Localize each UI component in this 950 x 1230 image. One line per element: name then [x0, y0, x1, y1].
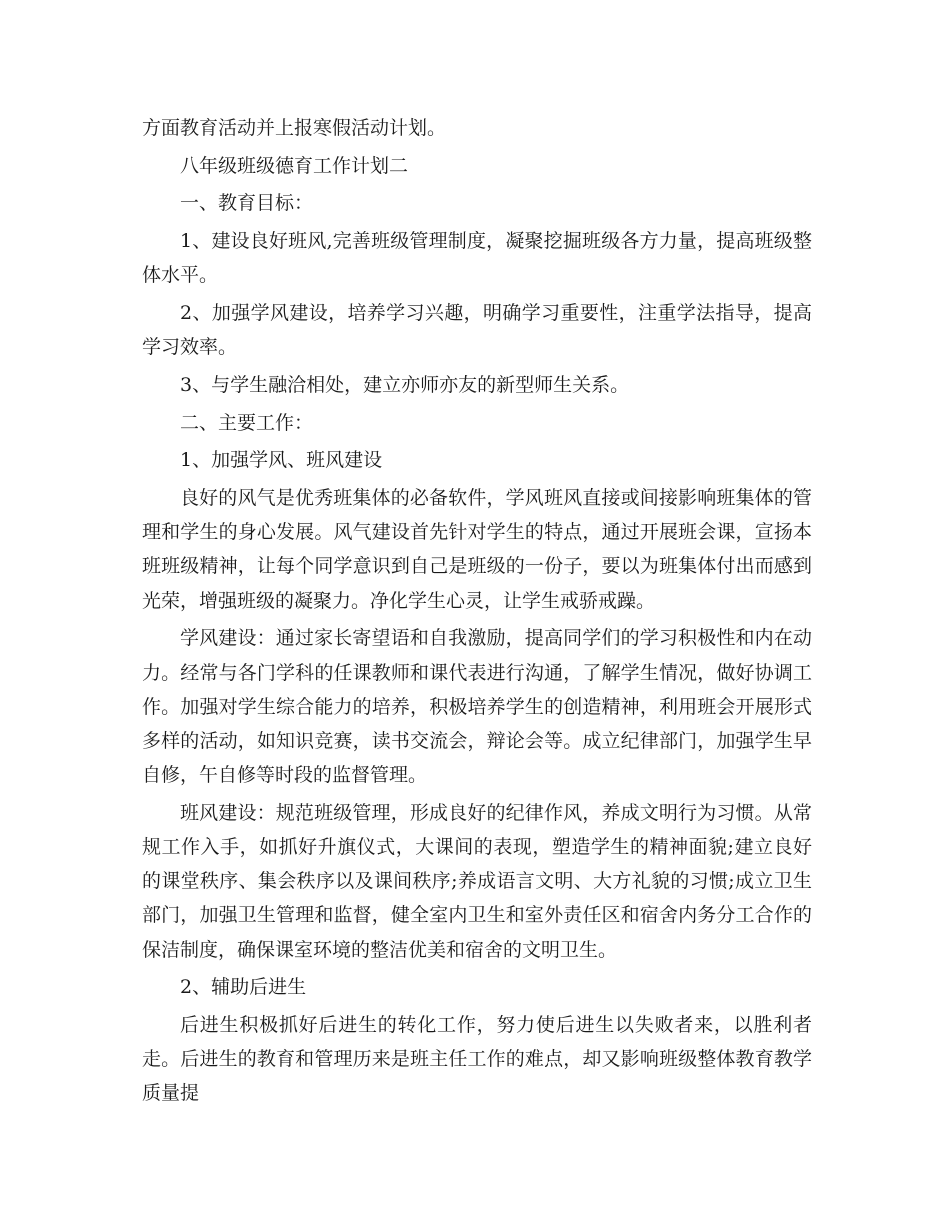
- document-title: 八年级班级德育工作计划二: [180, 154, 409, 177]
- document-body: [142, 111, 812, 1114]
- paragraph-continuation: 方面教育活动并上报寒假活动计划。: [142, 117, 447, 139]
- goal-item-2: 2、加强学风建设，培养学习兴趣，明确学习重要性，注重学法指导，提高学习效率。: [142, 302, 812, 359]
- subheading-style-building: 1、加强学风、班风建设: [180, 449, 383, 472]
- paragraph-atmosphere: 良好的风气是优秀班集体的必备软件，学风班风直接或间接影响班集体的管理和学生的身心发展。风气建设首先针对学生的特点，通过开展班会课，宣扬本班班级精神，让每个同学意识到自己是班级的一份子，要以为班集体付出而感到光荣，增强班级的凝聚力。净化学生心灵，让学生戒骄戒躁。: [142, 487, 812, 612]
- paragraph-struggling-students: 后进生积极抓好后进生的转化工作，努力使后进生以失败者来，以胜利者走。后进生的教育和管理历来是班主任工作的难点，却又影响班级整体教育教学质量提: [142, 1014, 812, 1105]
- paragraph-study-style: 学风建设：通过家长寄望语和自我激励，提高同学们的学习积极性和内在动力。经常与各门学科的任课教师和课代表进行沟通，了解学生情况，做好协调工作。加强对学生综合能力的培养，积极培养学生的创造精神，利用班会开展形式多样的活动，如知识竞赛，读书交流会，辩论会等。成立纪律部门，加强学生早自修，午自修等时段的监督管理。: [142, 627, 812, 787]
- goal-item-3: 3、与学生融洽相处，建立亦师亦友的新型师生关系。: [180, 373, 630, 396]
- subheading-struggling-students: 2、辅助后进生: [180, 976, 307, 999]
- section-heading-goals: 一、教育目标：: [180, 192, 314, 215]
- goal-item-1: 1、建设良好班风,完善班级管理制度，凝聚挖掘班级各方力量，提高班级整体水平。: [142, 230, 812, 287]
- paragraph-class-style: 班风建设：规范班级管理，形成良好的纪律作风，养成文明行为习惯。从常规工作入手，如抓好升旗仪式，大课间的表现，塑造学生的精神面貌;建立良好的课堂秩序、集会秩序以及课间秩序;养成语言文明、大方礼貌的习惯;成立卫生部门，加强卫生管理和监督，健全室内卫生和室外责任区和宿舍内务分工合作的保洁制度，确保课室环境的整洁优美和宿舍的文明卫生。: [142, 801, 812, 961]
- section-heading-main-work: 二、主要工作：: [180, 411, 314, 434]
